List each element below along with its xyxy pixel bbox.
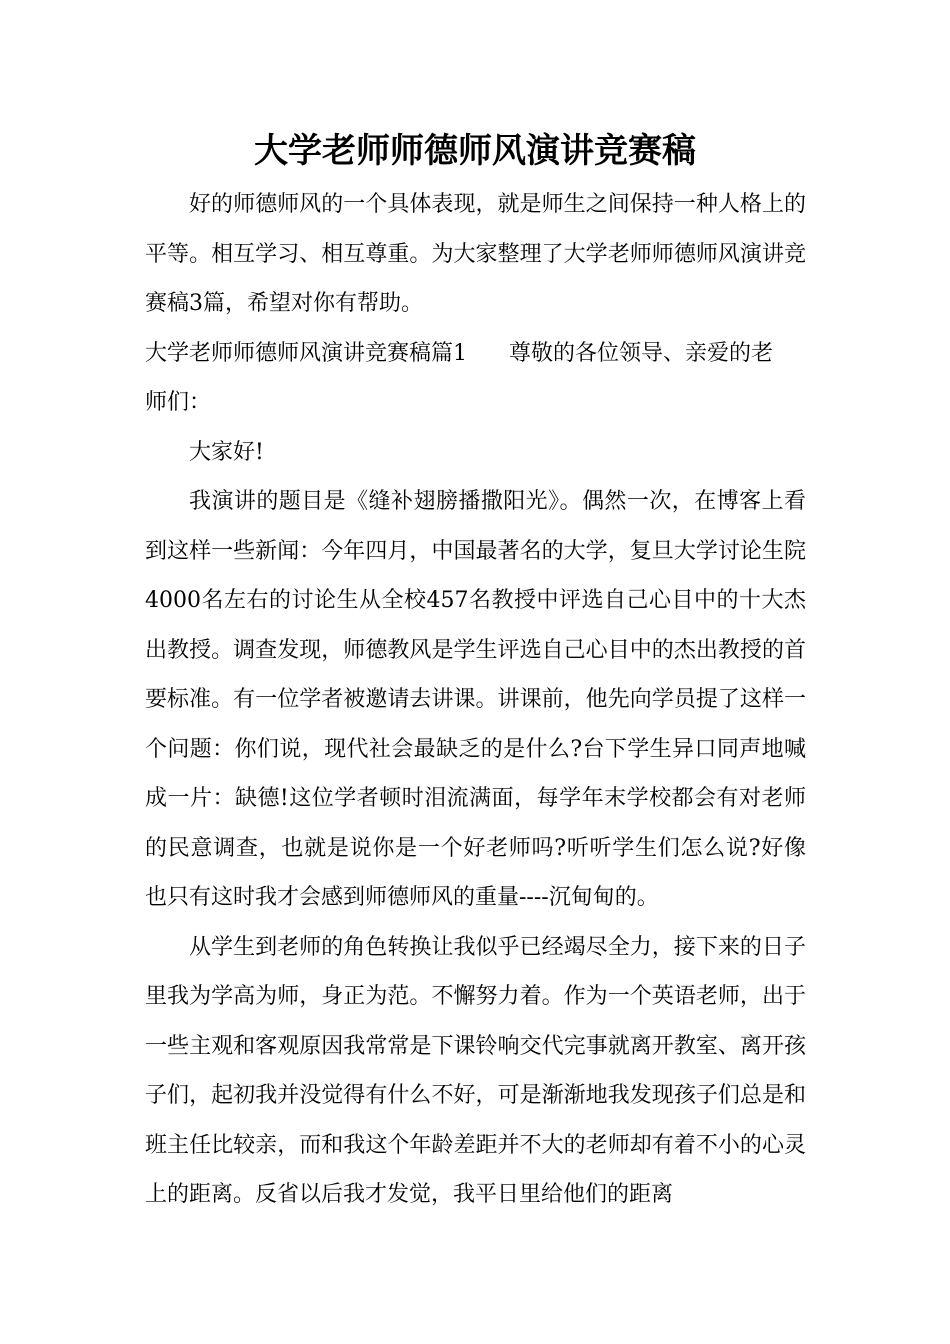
- section-heading: 大学老师师德师风演讲竞赛稿篇1: [145, 340, 467, 366]
- body-paragraph-2: 从学生到老师的角色转换让我似乎已经竭尽全力，接下来的日子里我为学高为师，身正为范。不懈努力着。作为一个英语老师，出于一些主观和客观原因我常常是下课铃响交代完事就离开教室、离开孩子们，起初我并没觉得有什么不好，可是渐渐地我发现孩子们总是和班主任比较亲，而和我这个年龄差距并不大的老师却有着不小的心灵上的距离。反省以后我才发觉，我平日里给他们的距离: [145, 934, 806, 1207]
- section-heading-line: [145, 329, 806, 379]
- hello-line: 大家好!: [189, 439, 264, 465]
- body-paragraph-1: 我演讲的题目是《缝补翅膀播撒阳光》。偶然一次，在博客上看到这样一些新闻：今年四月，中国最著名的大学，复旦大学讨论生院4000名左右的讨论生从全校457名教授中评选自己心目中的十大杰出教授。调查发现，师德教风是学生评选自己心目中的杰出教授的首要标准。有一位学者被邀请去讲课。讲课前，他先向学员提了这样一个问题：你们说，现代社会最缺乏的是什么?台下学生异口同声地喊成一片：缺德!这位学者顿时泪流满面，每学年末学校都会有对老师的民意调查，也就是说你是一个好老师吗?听听学生们怎么说?好像也只有这时我才会感到师德师风的重量----沉甸甸的。: [145, 489, 806, 910]
- document-body: [145, 180, 806, 1220]
- greeting-line-1: 尊敬的各位领导、亲爱的老: [509, 340, 774, 366]
- document-title: 大学老师师德师风演讲竞赛稿: [254, 131, 696, 171]
- greeting-line-2: 师们：: [145, 390, 212, 415]
- intro-paragraph: 好的师德师风的一个具体表现，就是师生之间保持一种人格上的平等。相互学习、相互尊重。为大家整理了大学老师师德师风演讲竞赛稿3篇，希望对你有帮助。: [145, 192, 806, 316]
